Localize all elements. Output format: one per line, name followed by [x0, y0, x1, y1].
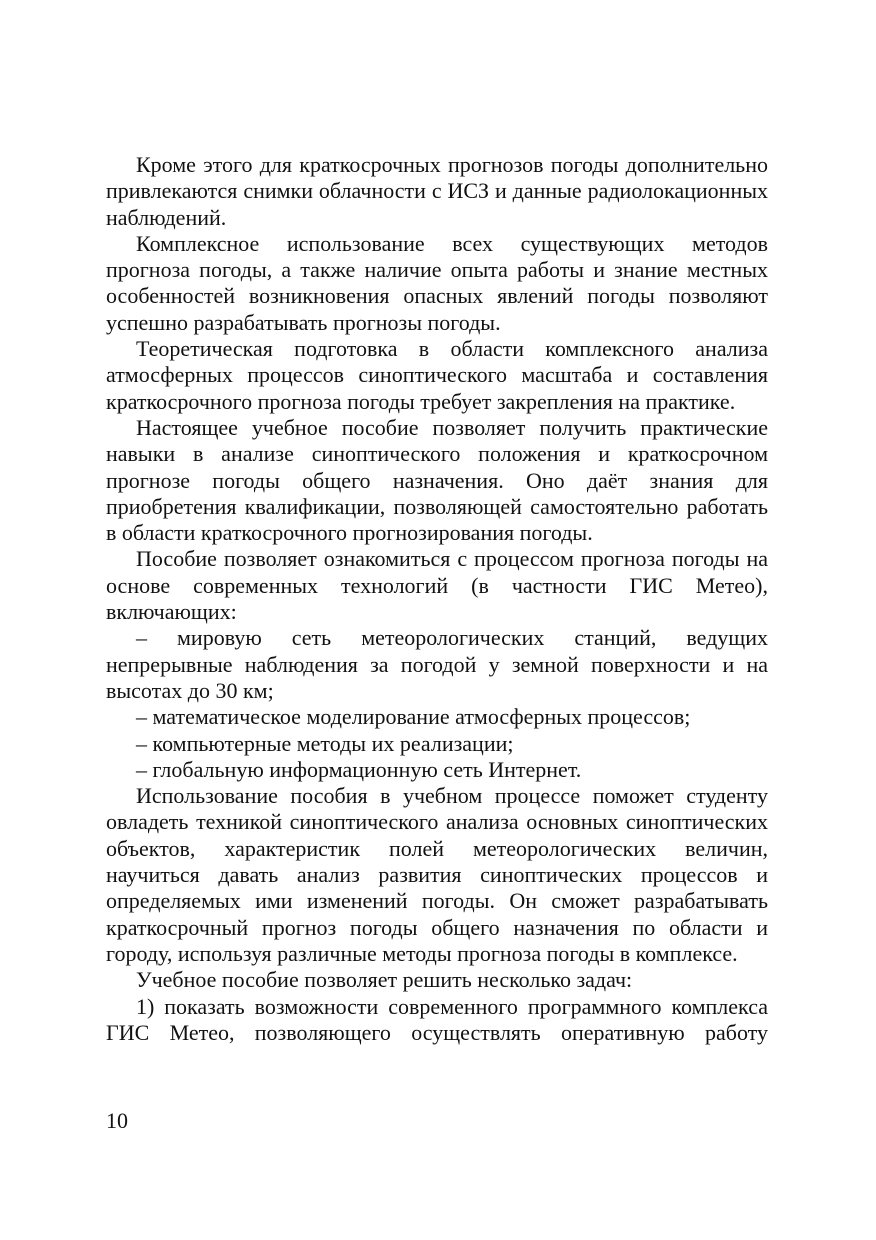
paragraph: 1) показать возможности современного программного комплекса ГИС Метео, позволяющего осуществлять оперативную работу	[106, 993, 768, 1045]
paragraph: Пособие позволяет ознакомиться с процессом прогноза погоды на основе современных технологий (в частности ГИС Метео), включающих:	[106, 546, 768, 625]
list-item: – математическое моделирование атмосферных процессов;	[136, 704, 691, 730]
paragraph: Настоящее учебное пособие позволяет получить практические навыки в анализе синоптического положения и краткосрочном прогнозе погоды общего назначения. Оно даёт знания для приобретения квалификации, позволяющей самостоятельно работать в области краткосрочного прогнозирования погоды.	[106, 414, 768, 546]
paragraph: Кроме этого для краткосрочных прогнозов погоды дополнительно привлекаются снимки облачности с ИСЗ и данные радиолокационных наблюдений.	[106, 152, 768, 230]
paragraph: Комплексное использование всех существующих методов прогноза погоды, а также наличие опыта работы и знание местных особенностей возникновения опасных явлений погоды позволяют успешно разрабатывать прогнозы погоды.	[106, 230, 768, 335]
paragraph: Использование пособия в учебном процессе поможет студенту овладеть техникой синоптического анализа основных синоптических объектов, характеристик полей метеорологических величин, научиться давать анализ развития синоптических процессов и определяемых ими изменений погоды. Он сможет разрабатывать краткосрочный прогноз погоды общего назначения по области и городу, используя различные методы прогноза погоды в комплексе.	[106, 783, 768, 966]
paragraph: Теоретическая подготовка в области комплексного анализа атмосферных процессов синоптического масштаба и составления краткосрочного прогноза погоды требует закрепления на практике.	[106, 336, 768, 414]
list-item: – компьютерные методы их реализации;	[136, 730, 514, 756]
page-number: 10	[106, 1108, 128, 1133]
page-body	[106, 152, 768, 1046]
paragraph: Учебное пособие позволяет решить несколько задач:	[136, 967, 633, 993]
list-item: – глобальную информационную сеть Интернет.	[136, 756, 582, 782]
list-item: – мировую сеть метеорологических станций, ведущих непрерывные наблюдения за погодой у земной поверхности и на высотах до 30 км;	[106, 625, 768, 703]
